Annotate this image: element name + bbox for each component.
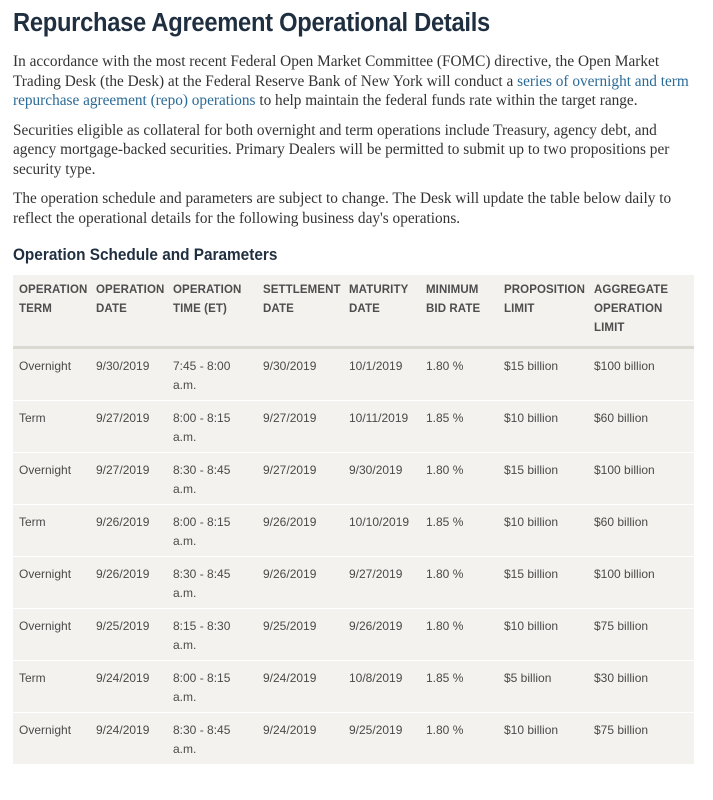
cell-minimum-bid-rate: 1.80 % xyxy=(420,609,498,661)
schedule-note-paragraph: The operation schedule and parameters are subject to change. The Desk will update the table below daily to reflect the operational details for the following business day's operations. xyxy=(13,190,672,227)
cell-aggregate-limit: $60 billion xyxy=(588,505,694,557)
cell-settlement-date: 9/30/2019 xyxy=(263,359,317,373)
cell-settlement-date: 9/26/2019 xyxy=(257,557,343,609)
cell-proposition-limit: $15 billion xyxy=(504,359,559,373)
table-row xyxy=(13,661,694,713)
cell-operation-date: 9/30/2019 xyxy=(96,359,150,373)
cell-proposition-limit: $10 billion xyxy=(498,609,588,661)
cell-minimum-bid-rate: 1.80 % xyxy=(420,713,498,765)
cell-operation-date: 9/27/2019 xyxy=(90,453,167,505)
cell-operation-date: 9/24/2019 xyxy=(90,713,167,765)
cell-minimum-bid-rate: 1.85 % xyxy=(420,661,498,713)
cell-operation-date: 9/26/2019 xyxy=(90,505,167,557)
header-proposition-limit: PROPOSITION LIMIT xyxy=(498,275,588,348)
cell-settlement-date: 9/27/2019 xyxy=(257,453,343,505)
cell-settlement-date: 9/24/2019 xyxy=(257,713,343,765)
header-operation-time: OPERATION TIME (ET) xyxy=(167,275,257,348)
cell-maturity-date: 10/11/2019 xyxy=(343,401,420,453)
cell-aggregate-limit: $60 billion xyxy=(588,401,694,453)
cell-aggregate-limit: $100 billion xyxy=(588,453,694,505)
cell-operation-term: Term xyxy=(13,401,90,453)
cell-minimum-bid-rate: 1.80 % xyxy=(420,453,498,505)
table-row xyxy=(13,609,694,661)
cell-maturity-date: 9/25/2019 xyxy=(343,713,420,765)
cell-minimum-bid-rate: 1.80 % xyxy=(420,557,498,609)
cell-settlement-date: 9/27/2019 xyxy=(257,401,343,453)
cell-operation-date: 9/25/2019 xyxy=(90,609,167,661)
cell-operation-date: 9/24/2019 xyxy=(90,661,167,713)
table-row xyxy=(13,348,694,401)
cell-operation-term: Term xyxy=(13,505,90,557)
cell-maturity-date: 10/1/2019 xyxy=(349,359,403,373)
intro-paragraph xyxy=(13,52,699,111)
cell-operation-term: Overnight xyxy=(13,557,90,609)
cell-proposition-limit: $5 billion xyxy=(498,661,588,713)
cell-aggregate-limit: $100 billion xyxy=(588,557,694,609)
cell-operation-term: Overnight xyxy=(13,453,90,505)
repo-operations-link[interactable]: series of overnight and term repurchase agreement (repo) operations xyxy=(13,72,689,109)
table-body xyxy=(13,348,694,765)
page-title: Repurchase Agreement Operational Details xyxy=(13,9,490,37)
cell-operation-date: 9/27/2019 xyxy=(90,401,167,453)
cell-proposition-limit: $10 billion xyxy=(498,713,588,765)
header-minimum-bid-rate: MINIMUM BID RATE xyxy=(420,275,498,348)
cell-operation-time: 8:15 - 8:30 a.m. xyxy=(167,609,257,661)
cell-operation-time: 8:30 - 8:45 a.m. xyxy=(167,713,257,765)
cell-operation-term: Overnight xyxy=(13,609,90,661)
cell-settlement-date: 9/24/2019 xyxy=(257,661,343,713)
cell-maturity-date: 9/30/2019 xyxy=(343,453,420,505)
table-row xyxy=(13,713,694,765)
collateral-paragraph: Securities eligible as collateral for both overnight and term operations include Treasury, agency debt, and agency mortgage-backed securities. Primary Dealers will be permitted to submit up to two propositions per security type. xyxy=(13,121,670,178)
cell-operation-term: Overnight xyxy=(19,359,72,373)
cell-aggregate-limit: $75 billion xyxy=(588,609,694,661)
intro-text-after-link: to help maintain the federal funds rate within the target range. xyxy=(255,92,638,109)
cell-proposition-limit: $15 billion xyxy=(498,453,588,505)
cell-aggregate-limit: $100 billion xyxy=(594,359,655,373)
table-row xyxy=(13,505,694,557)
cell-maturity-date: 10/10/2019 xyxy=(343,505,420,557)
cell-maturity-date: 9/27/2019 xyxy=(343,557,420,609)
table-header xyxy=(13,275,694,348)
header-settlement-date: SETTLEMENT DATE xyxy=(257,275,343,348)
cell-minimum-bid-rate: 1.80 % xyxy=(426,359,464,373)
cell-maturity-date: 10/8/2019 xyxy=(343,661,420,713)
intro-text-before-link: In accordance with the most recent Federal Open Market Committee (FOMC) directive, the Open Market Trading Desk (the Desk) at the Federal Reserve Bank of New York will conduct a xyxy=(13,53,660,90)
cell-aggregate-limit: $75 billion xyxy=(588,713,694,765)
cell-operation-term: Overnight xyxy=(13,713,90,765)
table-row xyxy=(13,557,694,609)
cell-operation-time: 8:30 - 8:45 a.m. xyxy=(167,557,257,609)
cell-minimum-bid-rate: 1.85 % xyxy=(420,505,498,557)
table-row xyxy=(13,453,694,505)
table-header-row xyxy=(13,275,694,348)
cell-operation-time: 8:00 - 8:15 a.m. xyxy=(167,661,257,713)
cell-proposition-limit: $10 billion xyxy=(498,401,588,453)
header-maturity-date: MATURITY DATE xyxy=(343,275,420,348)
cell-operation-time: 8:30 - 8:45 a.m. xyxy=(167,453,257,505)
cell-aggregate-limit: $30 billion xyxy=(588,661,694,713)
cell-operation-term: Term xyxy=(13,661,90,713)
header-aggregate-operation-limit: AGGREGATE OPERATION LIMIT xyxy=(588,275,694,348)
cell-operation-time: 7:45 - 8:00 a.m. xyxy=(173,359,231,392)
table-row xyxy=(13,401,694,453)
cell-settlement-date: 9/25/2019 xyxy=(257,609,343,661)
cell-operation-time: 8:00 - 8:15 a.m. xyxy=(167,505,257,557)
cell-proposition-limit: $10 billion xyxy=(498,505,588,557)
cell-proposition-limit: $15 billion xyxy=(498,557,588,609)
operation-schedule-table xyxy=(13,275,694,764)
cell-maturity-date: 9/26/2019 xyxy=(343,609,420,661)
section-title: Operation Schedule and Parameters xyxy=(13,246,278,264)
cell-settlement-date: 9/26/2019 xyxy=(257,505,343,557)
header-operation-term: OPERATION TERM xyxy=(13,275,90,348)
cell-minimum-bid-rate: 1.85 % xyxy=(420,401,498,453)
cell-operation-date: 9/26/2019 xyxy=(90,557,167,609)
header-operation-date: OPERATION DATE xyxy=(90,275,167,348)
cell-operation-time: 8:00 - 8:15 a.m. xyxy=(167,401,257,453)
